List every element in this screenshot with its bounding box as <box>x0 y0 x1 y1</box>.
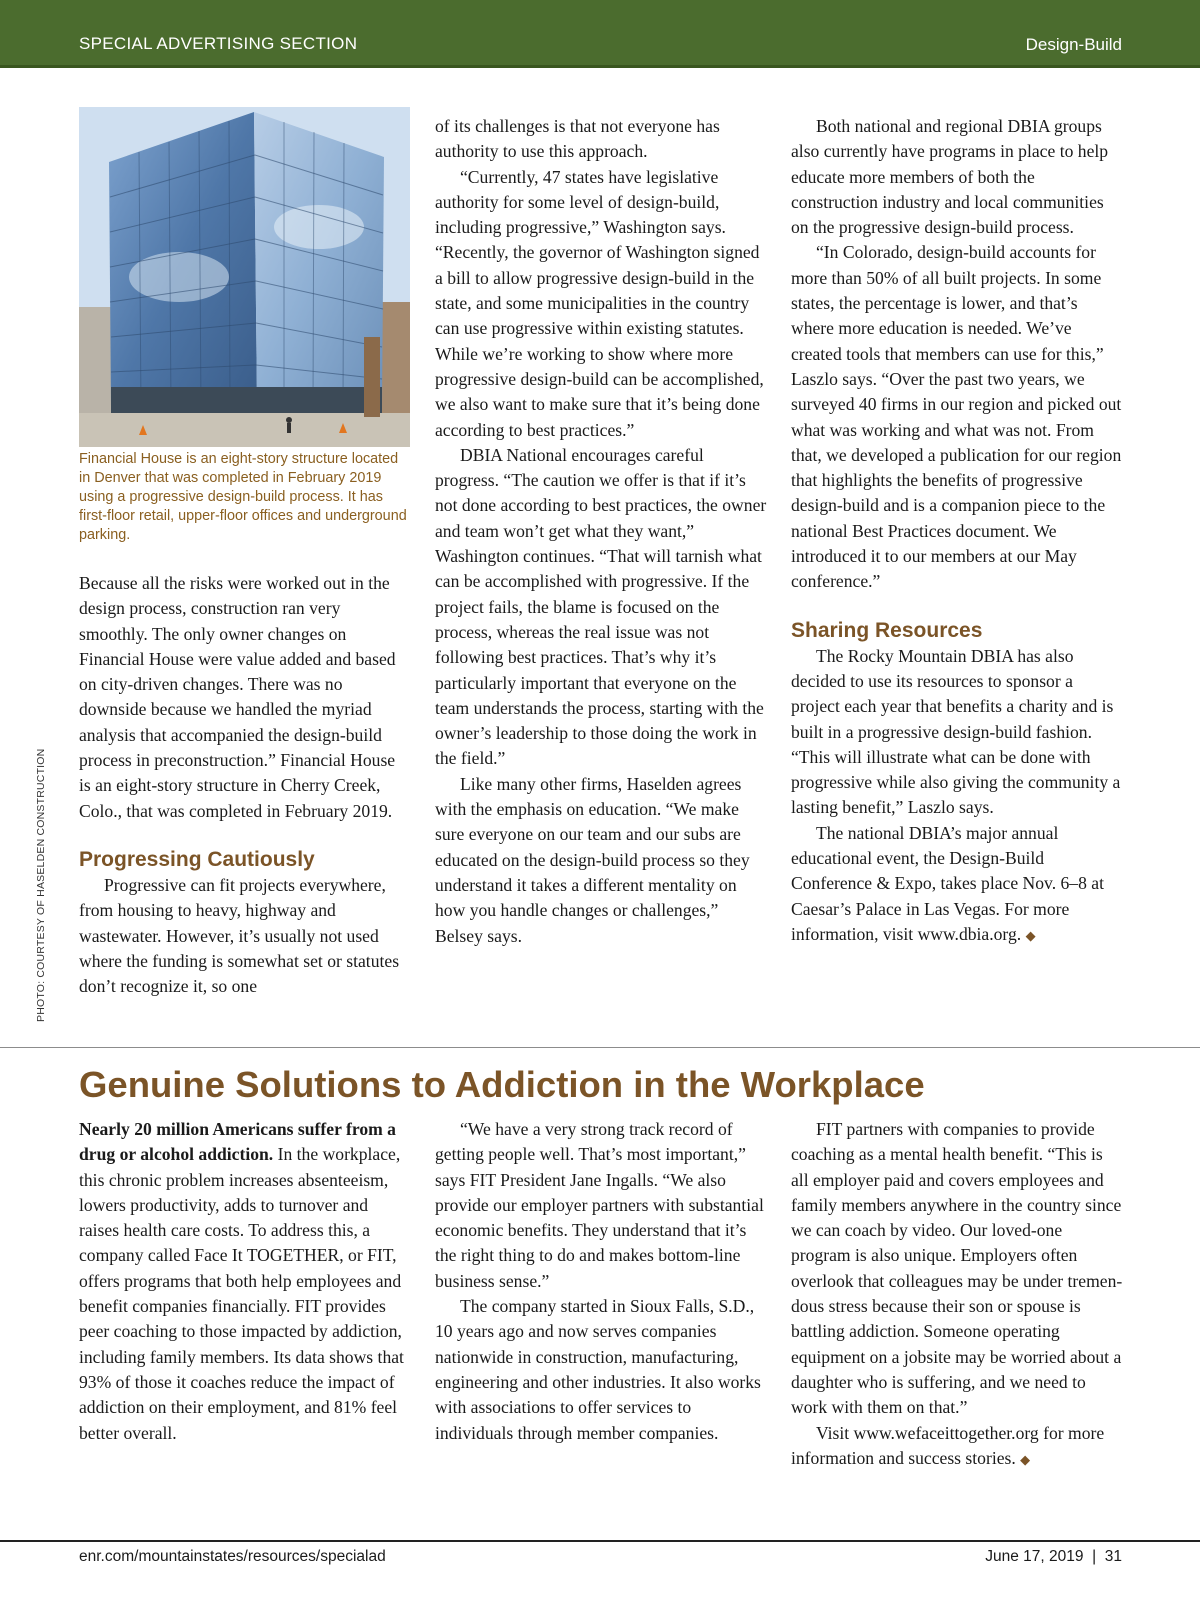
footer-date-page: June 17, 2019 | 31 <box>985 1548 1122 1565</box>
paragraph-text: In the workplace, this chronic problem increases absenteeism, lowers productivity, adds to turnover and raises health care costs. To address this, a company called Face It TOGETHER, or FIT, offers programs that both help employees and benefit companies financially. FIT provides peer coaching to those impacted by addiction, including family members. Its data shows that 93% of those it coaches reduce the impact of addiction on their employment, and 81% feel better overall. <box>79 1144 404 1443</box>
paragraph: of its challenges is that not everyone has authority to use this approach. <box>435 116 720 162</box>
article2-column-2 <box>435 1117 767 1446</box>
paragraph: DBIA National encourages careful progress. “The caution we offer is that if it’s not done according to best practices, the owner and team won’t get what they want,” Washington continues. “That will tarnish what can be accomplished with progressive. If the project fails, the blame is focused on the process, whereas the real issue was not following best practices. That’s why it’s particularly important that everyone on the team understands the process, starting with the owner’s leadership to those doing the work in the field.” <box>435 444 767 769</box>
footer-rule <box>0 1540 1200 1542</box>
article2-column-3 <box>791 1117 1123 1473</box>
article-divider <box>0 1047 1200 1048</box>
end-mark-icon: ◆ <box>1025 928 1036 944</box>
subheading-progressing-cautiously: Progressing Cautiously <box>79 847 315 871</box>
paragraph: The Rocky Mountain DBIA has also decided to use its resources to sponsor a project each year that benefits a charity and is built in a progressive design-build fashion. “This will illustrate what can be done with progressive while also giving the community a lasting benefit,” Laszlo says. <box>791 645 1121 818</box>
paragraph: Like many other firms, Haselden agrees with the emphasis on education. “We make sure everyone on our team and our subs are educated on the design-build process so they understand it takes a different mentality on how you handle changes or challenges,” Belsey says. <box>435 773 750 946</box>
footer-url: enr.com/mountainstates/resources/specialad <box>79 1548 386 1565</box>
subheading-sharing-resources: Sharing Resources <box>791 618 983 642</box>
article1-column-2 <box>435 114 767 949</box>
lead-sentence: Nearly 20 million Americans suffer from a drug or alcohol addiction. <box>79 1119 396 1165</box>
paragraph: Because all the risks were worked out in the design process, construction ran very smoothly. The only owner changes on Financial House were value added and based on city-driven changes. There was no downside because we handled the myriad analysis that accompanied the design-build process in preconstruction.” Financial House is an eight-story structure in Cherry Creek, Colo., that was completed in February 2019. <box>79 573 396 821</box>
paragraph-text: The national DBIA’s major annual educational event, the Design-Build Conference & Expo, takes place Nov. 6–8 at Caesar’s Palace in Las Vegas. For more information, visit www.dbia.org. <box>791 822 1104 944</box>
paragraph-text: Visit www.wefaceittogether.org for more information and success stories. <box>791 1422 1105 1468</box>
paragraph: The company started in Sioux Falls, S.D., 10 years ago and now serves companies nationwide in construction, manufacturing, engineering and other industries. It also works with associations to offer services to individuals through member companies. <box>435 1296 761 1443</box>
paragraph: “Currently, 47 states have legislative authority for some level of design-build, including progressive,” Washington says. “Recently, the governor of Washington signed a bill to allow progressive design-build in the state, and some municipalities in the country can use progressive within existing statutes. While we’re working to show where more progressive design-build can be accomplished, we also want to make sure that it’s being done according to best practices.” <box>435 166 764 440</box>
paragraph <box>79 1117 411 1446</box>
section-header-bar <box>0 0 1200 68</box>
paragraph: “We have a very strong track record of getting people well. That’s most important,” says FIT President Jane Ingalls. “We also provide our employer partners with substantial economic benefits. They understand that it’s the right thing to do and makes bottom-line business sense.” <box>435 1119 764 1291</box>
paragraph <box>791 1421 1123 1474</box>
paragraph: “In Colorado, design-build accounts for more than 50% of all built projects. In some states, the percentage is lower, and that’s where more education is needed. We’ve created tools that members can use for this,” Laszlo says. “Over the past two years, we surveyed 40 firms in our region and picked out what was working and what was not. From that, we developed a publication for our region that highlights the benefits of progressive design-build and is a companion piece to the national Best Practices document. We introduced it to our members at our May conference.” <box>791 242 1122 592</box>
paragraph: FIT partners with companies to provide coaching as a mental health benefit. “This is all employer paid and covers employees and family members anywhere in the country since we can coach by video. Our loved-one program is also unique. Employers often overlook that colleagues may be under tremendous stress because their son or spouse is battling addiction. Someone operating equipment on a jobsite may be worried about a daughter who is suffering, and we need to work with them on that.” <box>791 1119 1123 1418</box>
article1-column-1 <box>79 571 411 999</box>
article1-column-3 <box>791 114 1123 949</box>
article2-headline: Genuine Solutions to Addiction in the Workplace <box>79 1064 925 1105</box>
paragraph: Both national and regional DBIA groups also currently have programs in place to help educate more members of both the construction industry and local communities on the progressive design-build process. <box>791 116 1109 238</box>
photo-caption: Financial House is an eight-story structure located in Denver that was completed in February 2019 using a progressive design-build process. It has first-floor retail, upper-floor offices and underground parking. <box>79 451 407 543</box>
article2-column-1 <box>79 1117 411 1446</box>
end-mark-icon: ◆ <box>1020 1452 1031 1468</box>
section-topic: Design-Build <box>1025 35 1122 54</box>
building-photo <box>79 107 410 447</box>
section-label: SPECIAL ADVERTISING SECTION <box>79 34 358 53</box>
photo-credit: PHOTO: COURTESY OF HASELDEN CONSTRUCTION <box>35 748 47 1022</box>
paragraph: Progressive can fit projects everywhere, from housing to heavy, highway and wastewater. However, it’s usually not used where the funding is somewhat set or statutes don’t recognize it, so one <box>79 874 400 997</box>
paragraph <box>791 821 1123 949</box>
